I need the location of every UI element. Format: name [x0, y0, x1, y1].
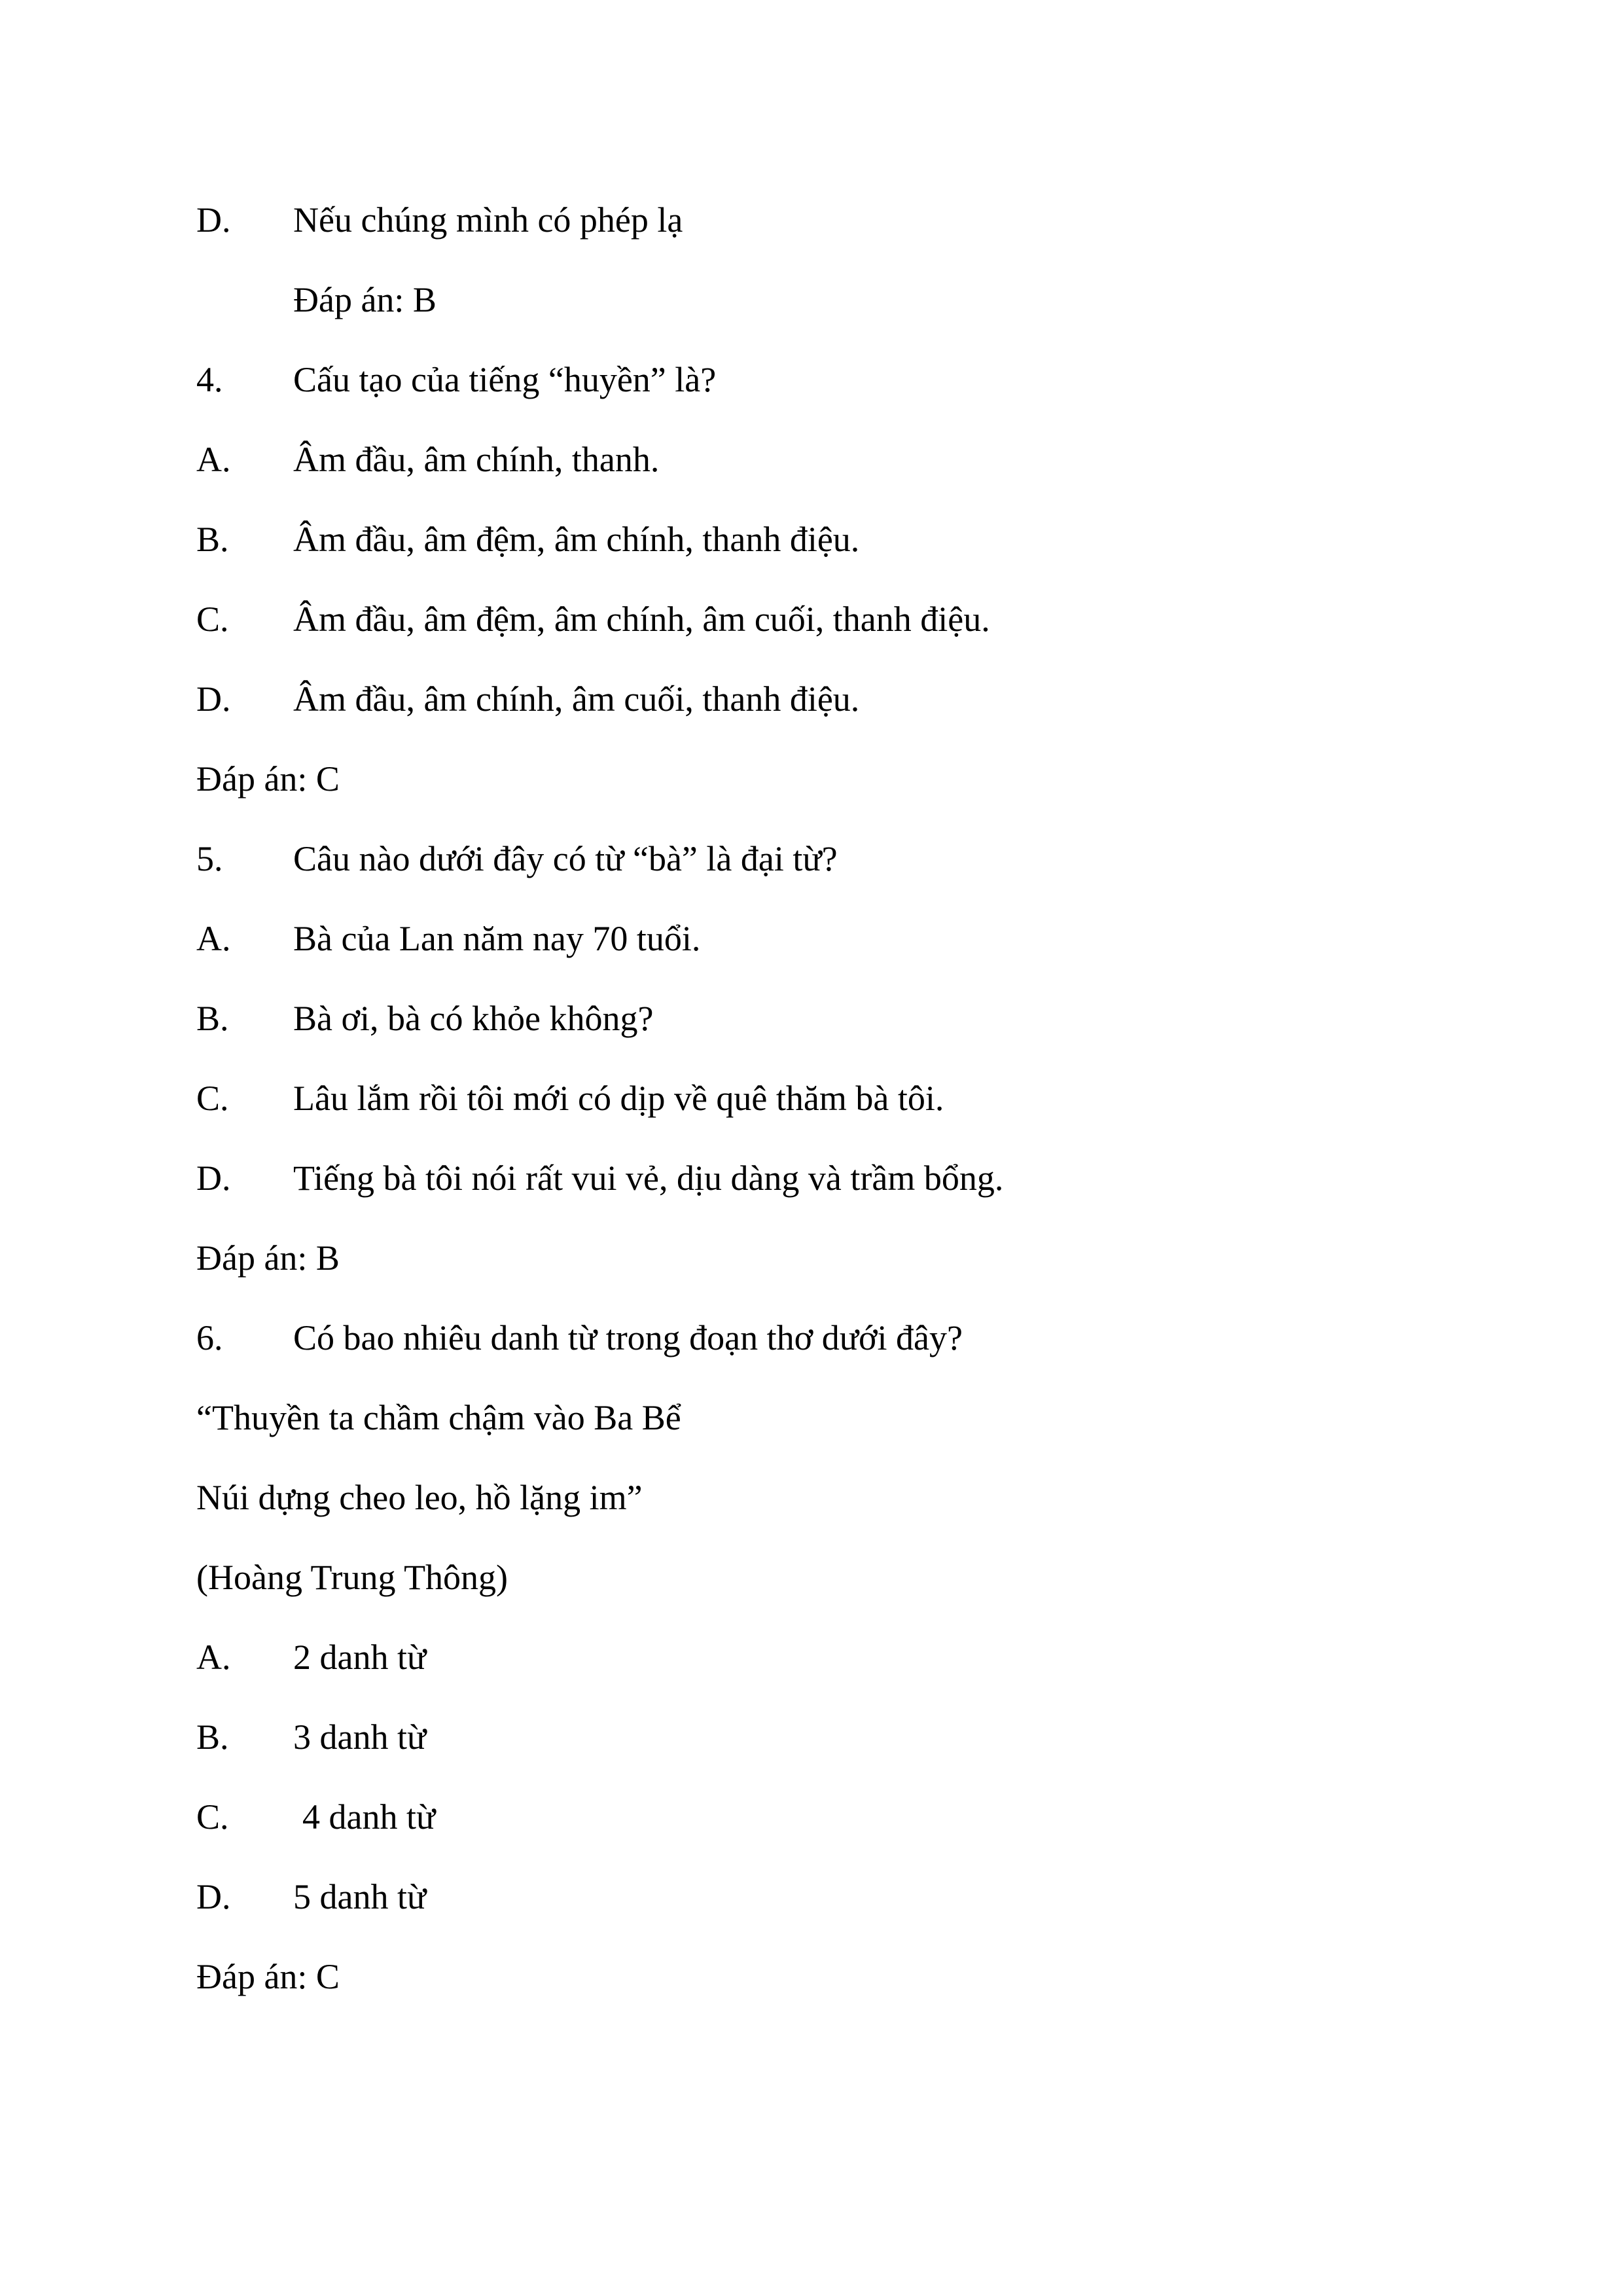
- q6-answer: Đáp án: C: [196, 1957, 340, 1996]
- question-number: 6.: [196, 1318, 223, 1357]
- option-marker: D.: [196, 679, 231, 719]
- option-text: 5 danh từ: [293, 1877, 427, 1916]
- option-marker: D.: [196, 200, 231, 240]
- option-marker: A.: [196, 440, 231, 479]
- q3-answer: Đáp án: B: [293, 280, 437, 319]
- option-marker: C.: [196, 1797, 229, 1837]
- question-text: Cấu tạo của tiếng “huyền” là?: [293, 360, 717, 399]
- option-text: Nếu chúng mình có phép lạ: [293, 200, 683, 240]
- question-text: Có bao nhiêu danh từ trong đoạn thơ dưới đây?: [293, 1318, 963, 1357]
- option-text: Bà của Lan năm nay 70 tuổi.: [293, 919, 701, 958]
- q5-answer: Đáp án: B: [196, 1238, 340, 1278]
- option-text: Âm đầu, âm đệm, âm chính, thanh điệu.: [293, 520, 860, 559]
- option-marker: C.: [196, 600, 229, 639]
- option-marker: B.: [196, 999, 229, 1038]
- option-text: 3 danh từ: [293, 1717, 427, 1757]
- option-marker: B.: [196, 520, 229, 559]
- option-marker: C.: [196, 1079, 229, 1118]
- q6-poem-line-2: Núi dựng cheo leo, hồ lặng im”: [196, 1478, 643, 1517]
- option-marker: D.: [196, 1877, 231, 1916]
- question-text: Câu nào dưới đây có từ “bà” là đại từ?: [293, 839, 838, 878]
- option-text: Lâu lắm rồi tôi mới có dịp về quê thăm bà tôi.: [293, 1079, 944, 1118]
- option-text: Bà ơi, bà có khỏe không?: [293, 999, 654, 1038]
- q6-poem-author: (Hoàng Trung Thông): [196, 1558, 508, 1597]
- option-marker: A.: [196, 919, 231, 958]
- option-text: Âm đầu, âm chính, thanh.: [293, 440, 660, 479]
- option-text: Âm đầu, âm chính, âm cuối, thanh điệu.: [293, 679, 860, 719]
- option-marker: B.: [196, 1717, 229, 1757]
- option-text: 2 danh từ: [293, 1638, 427, 1677]
- q6-poem-line-1: “Thuyền ta chầm chậm vào Ba Bể: [196, 1398, 681, 1437]
- q4-answer: Đáp án: C: [196, 759, 340, 798]
- option-marker: D.: [196, 1158, 231, 1198]
- question-number: 4.: [196, 360, 223, 399]
- option-marker: A.: [196, 1638, 231, 1677]
- question-number: 5.: [196, 839, 223, 878]
- option-text: Tiếng bà tôi nói rất vui vẻ, dịu dàng và trầm bổng.: [293, 1158, 1004, 1198]
- option-text: Âm đầu, âm đệm, âm chính, âm cuối, thanh điệu.: [293, 600, 990, 639]
- option-text: 4 danh từ: [302, 1797, 436, 1837]
